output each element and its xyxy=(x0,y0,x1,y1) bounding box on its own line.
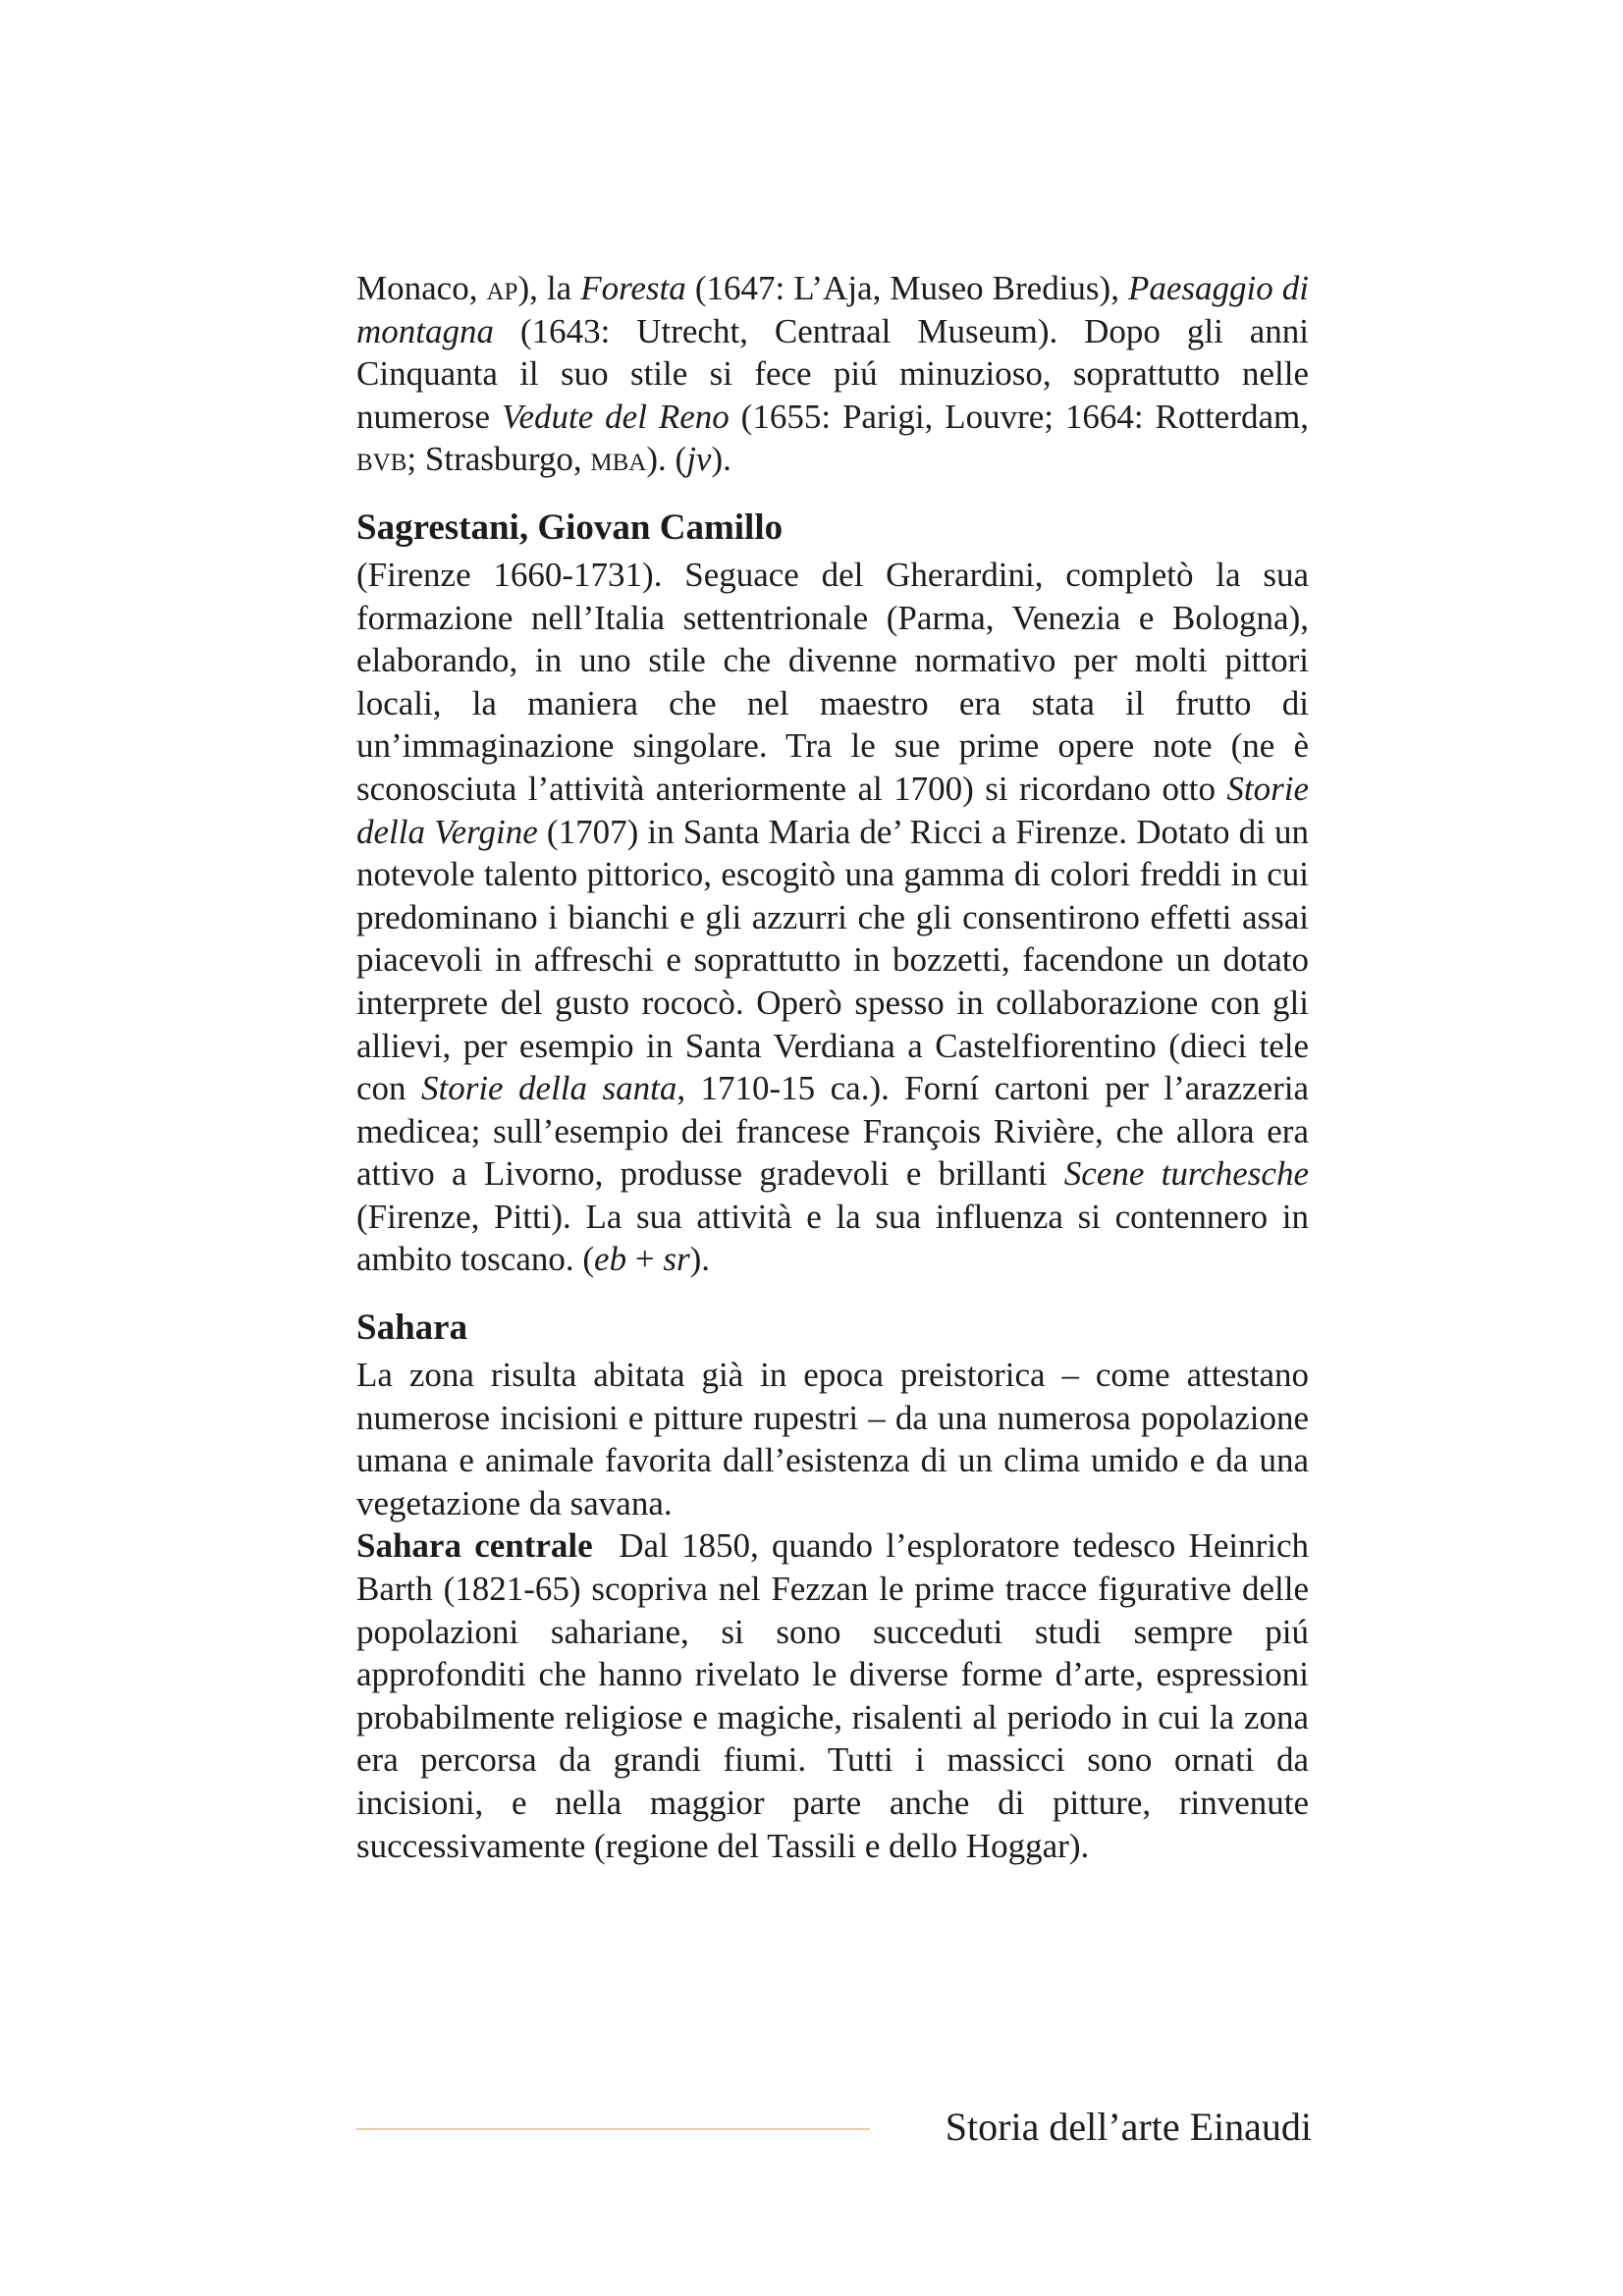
footer-rule xyxy=(356,2128,870,2130)
text-run: jv xyxy=(686,440,712,479)
text-run: (1643: Utrecht, Centraal Museum). Dopo gli anni Cinquanta il suo stile si fece piú minuzioso, soprattutto nelle numerose xyxy=(356,311,1309,436)
text-run: Storie della santa xyxy=(420,1069,677,1108)
text-run: (Firenze, Pitti). La sua attività e la sua influenza si contennero in ambito toscano. ( xyxy=(356,1197,1309,1279)
sub-entry-body xyxy=(356,1526,1309,1864)
text-run: bvb xyxy=(356,440,407,479)
continued-entry-text xyxy=(356,267,1309,481)
footer-publisher-label: Storia dell’arte Einaudi xyxy=(945,2105,1312,2149)
text-run: Paesaggio di montagna xyxy=(356,269,1309,350)
text-run: (1647: L’Aja, Museo Bredius), xyxy=(685,269,1128,307)
text-run: Vedute del Reno xyxy=(501,397,730,436)
sub-entry-title: Sahara centrale xyxy=(356,1526,593,1566)
text-run: (Firenze 1660-1731). Seguace del Gherardini, completò la sua formazione nell’Italia settentrionale (Parma, Venezia e Bologna), elaborando, in uno stile che divenne normativo per molti pittori locali, la maniera che nel maestro era stata il frutto di un’immaginazione singolare. Tra le sue prime opere note (ne è sconosciuta l’attività anteriormente al 1700) si ricordano otto xyxy=(356,555,1309,808)
text-run: Dal 1850, quando l’esploratore tedesco Heinrich Barth (1821-65) scopriva nel Fezzan le prime tracce figurative delle popolazioni sahariane, si sono succeduti studi sempre piú approfonditi che hanno rivelato le diverse forme d’arte, espressioni probabilmente religiose e magiche, risalenti al periodo in cui la zona era percorsa da grandi fiumi. Tutti i massicci sono ornati da incisioni, e nella maggior parte anche di pitture, rinvenute successivamente (regione del Tassili e dello Hoggar). xyxy=(356,1526,1310,1865)
text-run: + xyxy=(626,1240,664,1279)
sub-entry-spacer xyxy=(593,1526,620,1565)
text-run: ). ( xyxy=(646,440,687,479)
text-run: Monaco, xyxy=(356,269,487,307)
text-run: ). xyxy=(711,440,731,479)
text-run: Storie della Vergine xyxy=(356,769,1309,851)
text-column xyxy=(356,267,1309,1867)
entry-body-sagrestani xyxy=(356,554,1309,1281)
entry-body-sahara xyxy=(356,1354,1309,1524)
sub-entry-sahara-centrale xyxy=(356,1524,1309,1867)
entry-title-sahara: Sahara xyxy=(356,1308,468,1349)
text-run: La zona risulta abitata già in epoca preistorica – come attestano numerose incisioni e pitture rupestri – da una numerosa popolazione umana e animale favorita dall’esistenza di un clima umido e da una vegetazione da savana. xyxy=(356,1356,1309,1522)
text-run: ), la xyxy=(517,269,581,307)
text-run: Foresta xyxy=(580,269,686,307)
text-run: mba xyxy=(590,440,647,479)
text-run: ap xyxy=(486,269,518,307)
text-run: Scene turchesche xyxy=(1063,1154,1309,1194)
entry-title-sagrestani: Sagrestani, Giovan Camillo xyxy=(356,507,784,548)
text-run: (1655: Parigi, Louvre; 1664: Rotterdam, xyxy=(729,397,1310,436)
text-run: ). xyxy=(689,1240,710,1279)
text-run: eb xyxy=(594,1240,627,1279)
text-run: (1707) in Santa Maria de’ Ricci a Firenze. Dotato di un notevole talento pittorico, escogitò una gamma di colori freddi in cui predominano i bianchi e gli azzurri che gli consentirono effetti assai piacevoli in affreschi e soprattutto in bozzetti, facendone un dotato interprete del gusto rococò. Operò spesso in collaborazione con gli allievi, per esempio in Santa Verdiana a Castelfiorentino (dieci tele con xyxy=(356,812,1309,1108)
text-run: ; Strasburgo, xyxy=(406,440,591,479)
text-run: sr xyxy=(663,1240,690,1279)
text-run: , 1710-15 ca.). Forní cartoni per l’arazzeria medicea; sull’esempio dei francese François Rivière, che allora era attivo a Livorno, produsse gradevoli e brillanti xyxy=(356,1069,1309,1194)
